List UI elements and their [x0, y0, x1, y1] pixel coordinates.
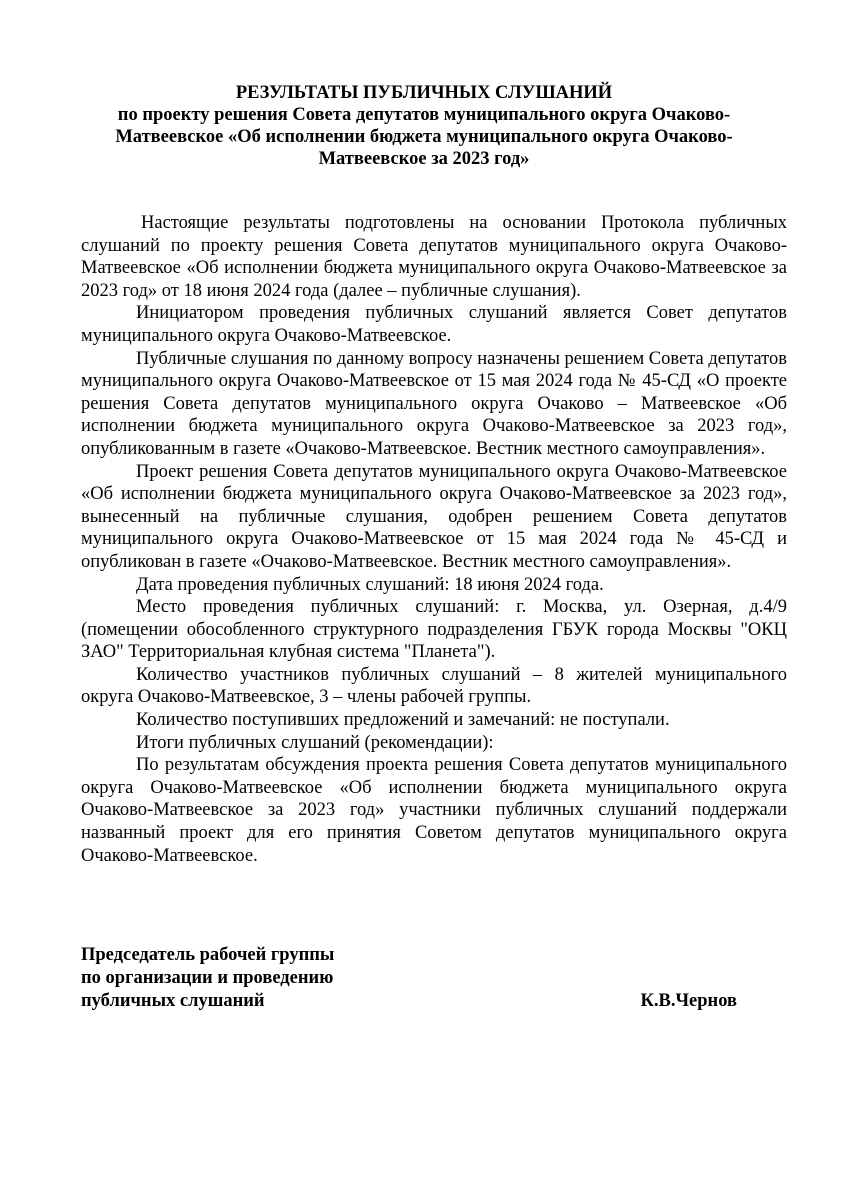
signature-name: К.В.Чернов [640, 991, 737, 1011]
paragraph-recommendation: По результатам обсуждения проекта решения Совета депутатов муниципального округа Очаково-Матвеевское «Об исполнении бюджета муниципального округа Очаково-Матвеевское за 2023 год» участники публичных слушаний поддержали названный проект для его принятия Советом депутатов муниципального округа Очаково-Матвеевское. [81, 755, 787, 866]
paragraph-location: Место проведения публичных слушаний: г. Москва, ул. Озерная, д.4/9 (помещении обособленного структурного подразделения ГБУК города Москвы "ОКЦ ЗАО" Территориальная клубная система "Планета"). [81, 597, 787, 663]
paragraph-appointment: Публичные слушания по данному вопросу назначены решением Совета депутатов муниципального округа Очаково-Матвеевское от 15 мая 2024 года № 45-СД «О проекте решения Совета депутатов муниципального округа Очаково – Матвеевское «Об исполнении бюджета муниципального округа Очаково-Матвеевское за 2023 год», опубликованным в газете «Очаково-Матвеевское. Вестник местного самоуправления». [81, 348, 787, 459]
paragraph-results-heading: Итоги публичных слушаний (рекомендации): [136, 732, 494, 753]
document-heading [100, 82, 748, 170]
document-body [81, 212, 787, 867]
paragraph-initiator: Инициатором проведения публичных слушаний является Совет депутатов муниципального округа Очаково-Матвеевское. [81, 303, 787, 346]
document-subtitle-line: по проекту решения Совета депутатов муниципального округа Очаково- [117, 105, 731, 125]
paragraph-basis: Настоящие результаты подготовлены на основании Протокола публичных слушаний по проекту решения Совета депутатов муниципального округа Очаково-Матвеевское «Об исполнении бюджета муниципального округа Очаково-Матвеевское за 2023 год» от 18 июня 2024 года (далее – публичные слушания). [81, 213, 787, 301]
paragraph-project: Проект решения Совета депутатов муниципального округа Очаково-Матвеевское «Об исполнении бюджета муниципального округа Очаково-Матвеевское за 2023 год», вынесенный на публичные слушания, одобрен решением Совета депутатов муниципального округа Очаково-Матвеевское от 15 мая 2024 года № 45-СД и опубликован в газете «Очаково-Матвеевское. Вестник местного самоуправления». [81, 461, 787, 572]
signature-position-line: публичных слушаний [81, 991, 265, 1011]
document-title: РЕЗУЛЬТАТЫ ПУБЛИЧНЫХ СЛУШАНИЙ [235, 83, 613, 103]
signature-block [81, 944, 737, 1013]
paragraph-date: Дата проведения публичных слушаний: 18 июня 2024 года. [136, 574, 604, 595]
signature-position-line: Председатель рабочей группы [81, 945, 335, 965]
document-subtitle-line: Матвеевское за 2023 год» [318, 149, 530, 169]
document-subtitle-line: Матвеевское «Об исполнении бюджета муниципального округа Очаково- [115, 127, 733, 147]
signature-position-line: по организации и проведению [81, 968, 334, 988]
paragraph-proposals: Количество поступивших предложений и замечаний: не поступали. [136, 710, 670, 731]
paragraph-participants: Количество участников публичных слушаний – 8 жителей муниципального округа Очаково-Матвеевское, 3 – члены рабочей группы. [81, 664, 787, 708]
